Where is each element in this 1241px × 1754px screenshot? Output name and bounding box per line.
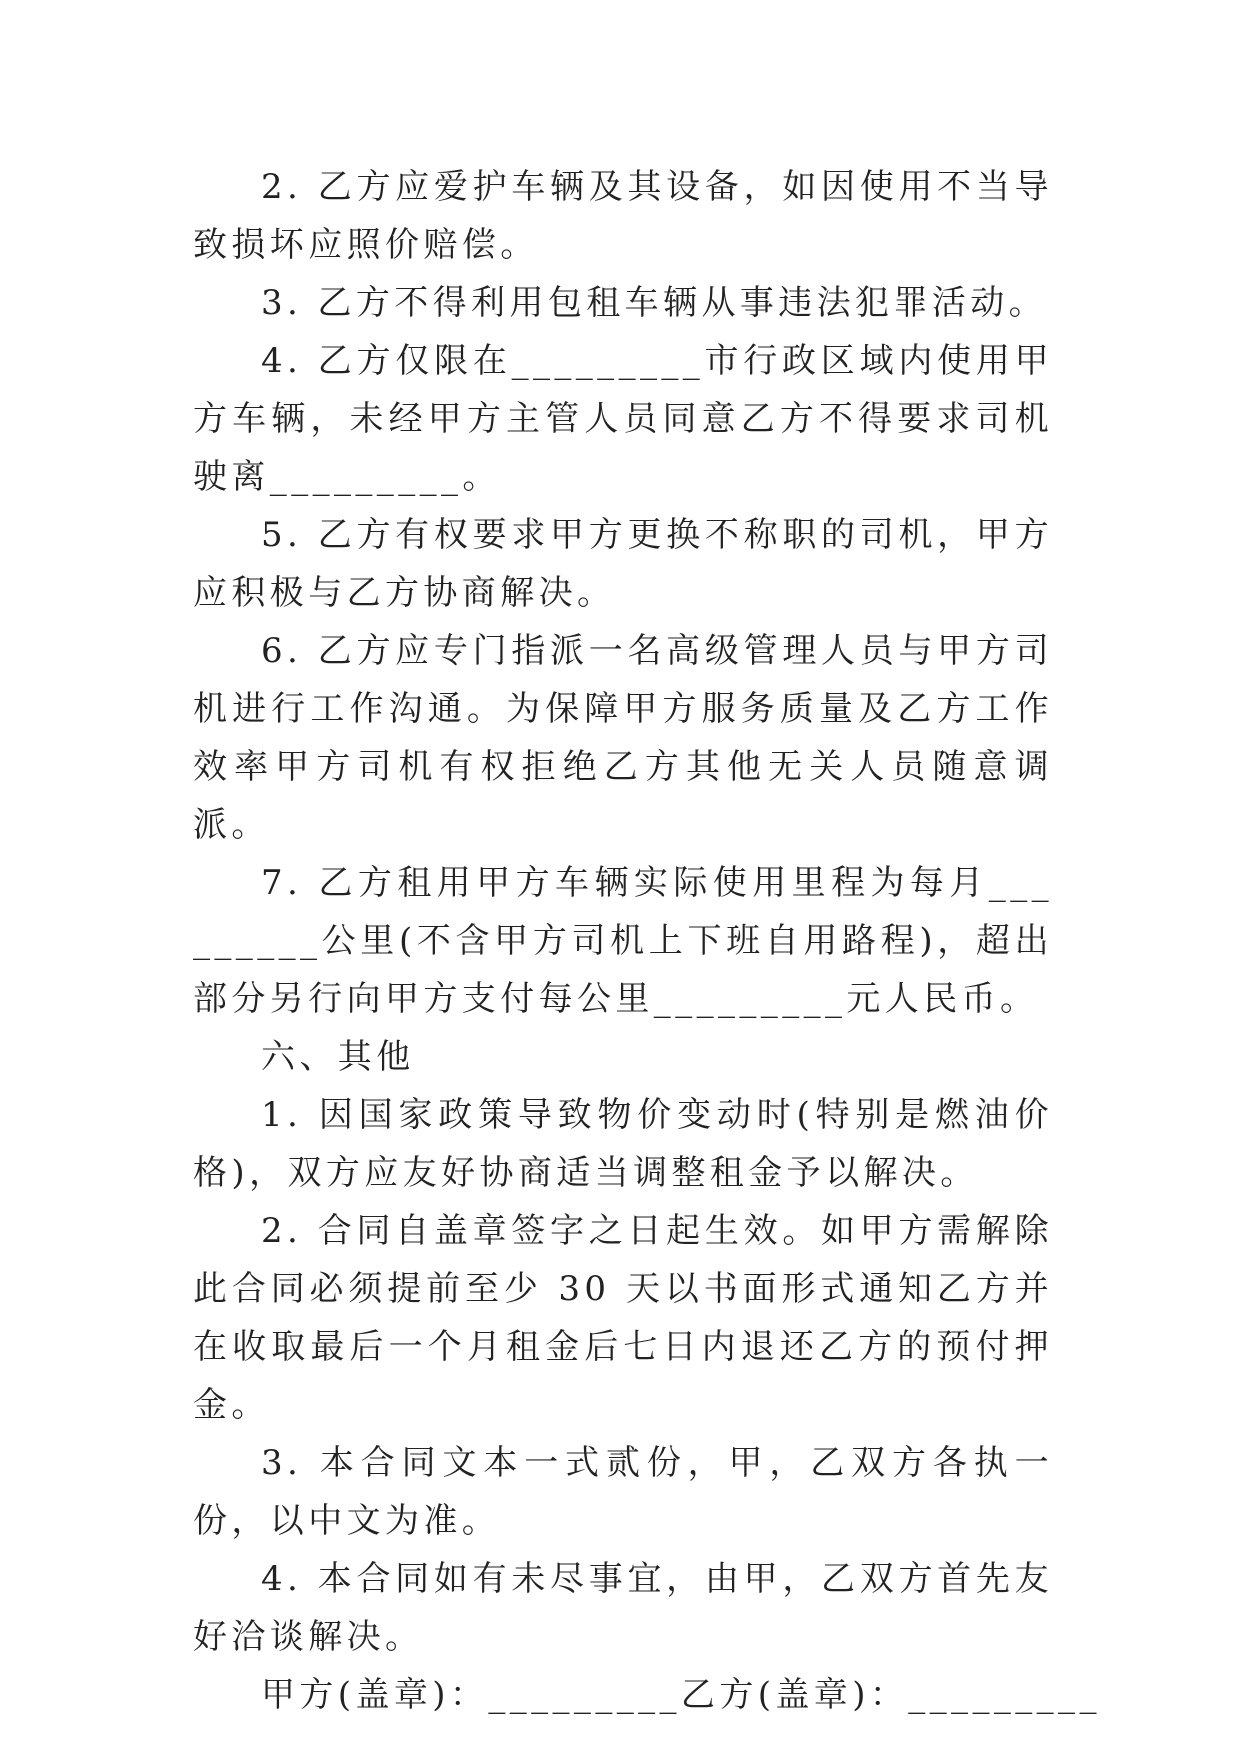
- clause-6-manager-assignment: 6. 乙方应专门指派一名高级管理人员与甲方司机进行工作沟通。为保障甲方服务质量及乙方工作效率甲方司机有权拒绝乙方其他无关人员随意调派。: [193, 631, 1053, 845]
- other-clause-2-effective-date: 2. 合同自盖章签字之日起生效。如甲方需解除此合同必须提前至少 30 天以书面形式通知乙方并在收取最后一个月租金后七日内退还乙方的预付押金。: [193, 1211, 1053, 1425]
- other-clause-1-price-change: 1. 因国家政策导致物价变动时(特别是燃油价格)，双方应友好协商适当调整租金予以解决。: [193, 1095, 1053, 1193]
- other-clause-4-unresolved-matters: 4. 本合同如有未尽事宜，由甲，乙双方首先友好洽谈解决。: [193, 1559, 1053, 1657]
- signature-line: 甲方(盖章)：_________乙方(盖章)：_________: [261, 1675, 1101, 1715]
- section-heading-other: 六、其他: [261, 1037, 415, 1077]
- clause-2-vehicle-care: 2. 乙方应爱护车辆及其设备，如因使用不当导致损坏应照价赔偿。: [193, 167, 1053, 265]
- clause-3-no-illegal-use: 3. 乙方不得利用包租车辆从事违法犯罪活动。: [261, 283, 1048, 323]
- other-clause-3-copies: 3. 本合同文本一式贰份，甲，乙双方各执一份，以中文为准。: [193, 1443, 1053, 1541]
- clause-4-usage-area: 4. 乙方仅限在_________市行政区域内使用甲方车辆，未经甲方主管人员同意乙方不得要求司机驶离_________。: [193, 341, 1053, 497]
- clause-5-driver-replacement: 5. 乙方有权要求甲方更换不称职的司机，甲方应积极与乙方协商解决。: [193, 515, 1053, 613]
- document-body: [193, 158, 1101, 1724]
- clause-7-mileage: 7. 乙方租用甲方车辆实际使用里程为每月_________公里(不含甲方司机上下班自用路程)，超出部分另行向甲方支付每公里_________元人民币。: [193, 863, 1053, 1019]
